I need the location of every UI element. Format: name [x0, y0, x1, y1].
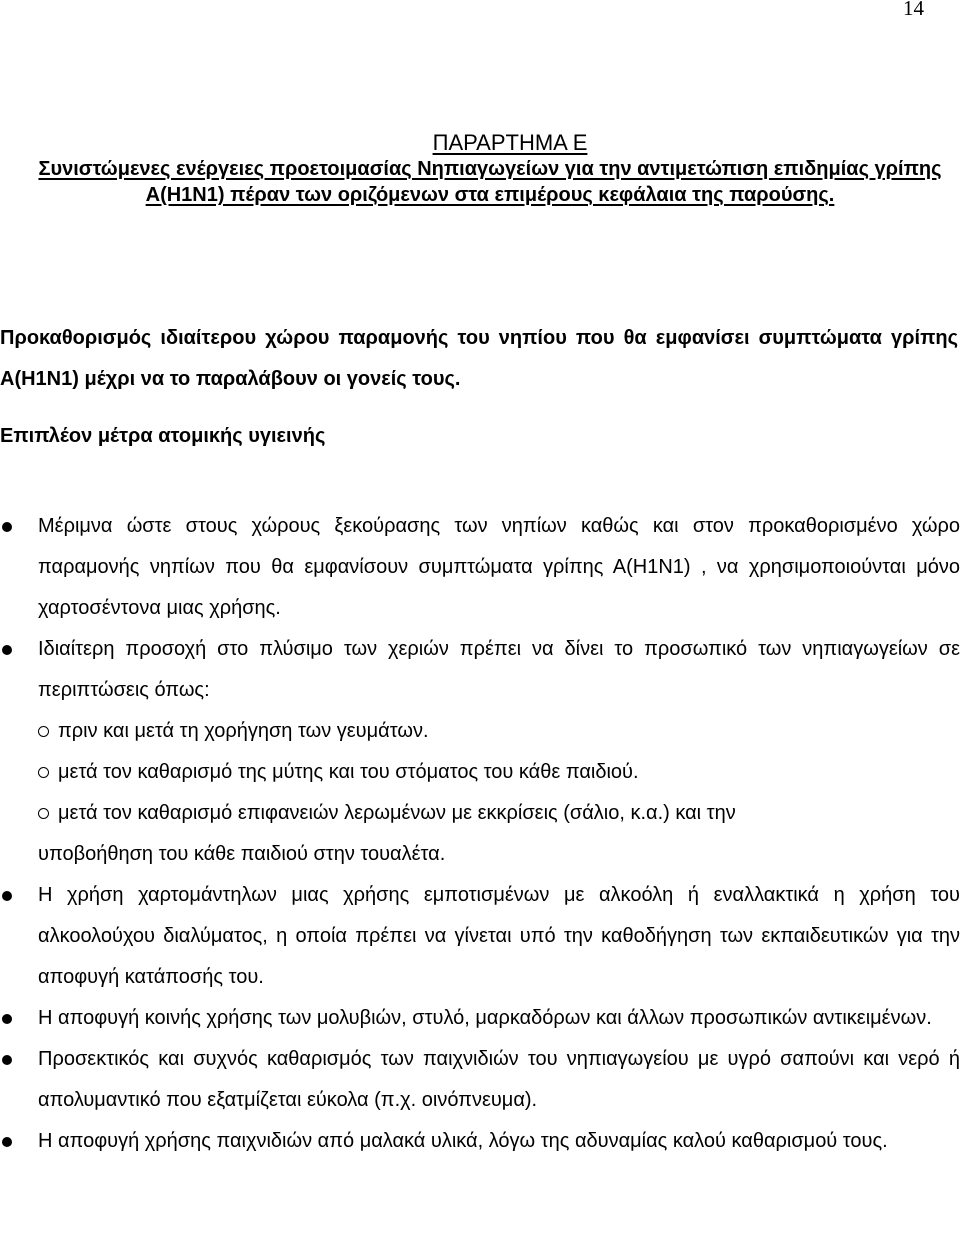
sub-list-item	[38, 752, 960, 793]
list-item	[0, 629, 960, 875]
list-item-text: Προσεκτικός και συχνός καθαρισμός των παιχνιδιών του νηπιαγωγείου με υγρό σαπούνι και νερό ή απολυμαντικό που εξατμίζεται εύκολα (π.χ. οινόπνευμα).	[38, 1048, 960, 1111]
bullet-icon	[2, 1014, 12, 1024]
appendix-title: ΠΑΡΑΡΤΗΜΑ Ε	[432, 130, 588, 155]
subtitle: Συνιστώμενες ενέργειες προετοιμασίας Νηπιαγωγείων για την αντιμετώπιση επιδημίας γρίπης Α(Η1Ν1) πέραν των οριζόμενων στα επιμέρους κεφάλαια της παρούσης.	[38, 158, 942, 206]
bullet-icon	[2, 891, 12, 901]
list-item-text: Η αποφυγή κοινής χρήσης των μολυβιών, στυλό, μαρκαδόρων και άλλων προσωπικών αντικειμένων.	[38, 1007, 932, 1029]
bullet-icon	[2, 522, 12, 532]
circle-bullet-icon	[38, 726, 49, 737]
hygiene-measures-list	[0, 506, 960, 1162]
list-item-text: Η χρήση χαρτομάντηλων μιας χρήσης εμποτισμένων με αλκοόλη ή εναλλακτικά η χρήση του αλκοολούχου διαλύματος, η οποία πρέπει να γίνεται υπό την καθοδήγηση των εκπαιδευτικών για την αποφυγή κατάποσής του.	[38, 884, 960, 988]
list-item-text: Η αποφυγή χρήσης παιχνιδιών από μαλακά υλικά, λόγω της αδυναμίας καλού καθαρισμού τους.	[38, 1130, 888, 1152]
list-item-text: Μέριμνα ώστε στους χώρους ξεκούρασης των νηπίων καθώς και στον προκαθορισμένο χώρο παραμονής νηπίων που θα εμφανίσουν συμπτώματα γρίπης Α(Η1Ν1) , να χρησιμοποιούνται μόνο χαρτοσέντονα μιας χρήσης.	[38, 515, 960, 619]
sub-list-item	[38, 793, 960, 875]
sub-list-item-text: πριν και μετά τη χορήγηση των γευμάτων.	[58, 720, 429, 742]
bullet-icon	[2, 1055, 12, 1065]
list-item	[0, 875, 960, 998]
sub-list-item	[38, 711, 960, 752]
list-item-text: Ιδιαίτερη προσοχή στο πλύσιμο των χεριών πρέπει να δίνει το προσωπικό των νηπιαγωγείων σε περιπτώσεις όπως:	[38, 638, 960, 701]
list-item	[0, 998, 960, 1039]
isolation-room-paragraph: Προκαθορισμός ιδιαίτερου χώρου παραμονής του νηπίου που θα εμφανίσει συμπτώματα γρίπης Α(Η1Ν1) μέχρι να το παραλάβουν οι γονείς τους.	[0, 327, 958, 390]
sub-list-item-continuation: υποβοήθηση του κάθε παιδιού στην τουαλέτα.	[38, 843, 446, 865]
circle-bullet-icon	[38, 808, 49, 819]
list-item	[0, 1039, 960, 1121]
circle-bullet-icon	[38, 767, 49, 778]
sub-list-item-text: μετά τον καθαρισμό επιφανειών λερωμένων με εκκρίσεις (σάλιο, κ.α.) και την	[58, 802, 736, 824]
bullet-icon	[2, 645, 12, 655]
bullet-icon	[2, 1137, 12, 1147]
sub-list-item-text: μετά τον καθαρισμό της μύτης και του στόματος του κάθε παιδιού.	[58, 761, 639, 783]
list-item	[0, 1121, 960, 1162]
section-heading: Επιπλέον μέτρα ατομικής υγιεινής	[0, 425, 326, 447]
page-number: 14	[903, 0, 924, 20]
list-item	[0, 506, 960, 629]
